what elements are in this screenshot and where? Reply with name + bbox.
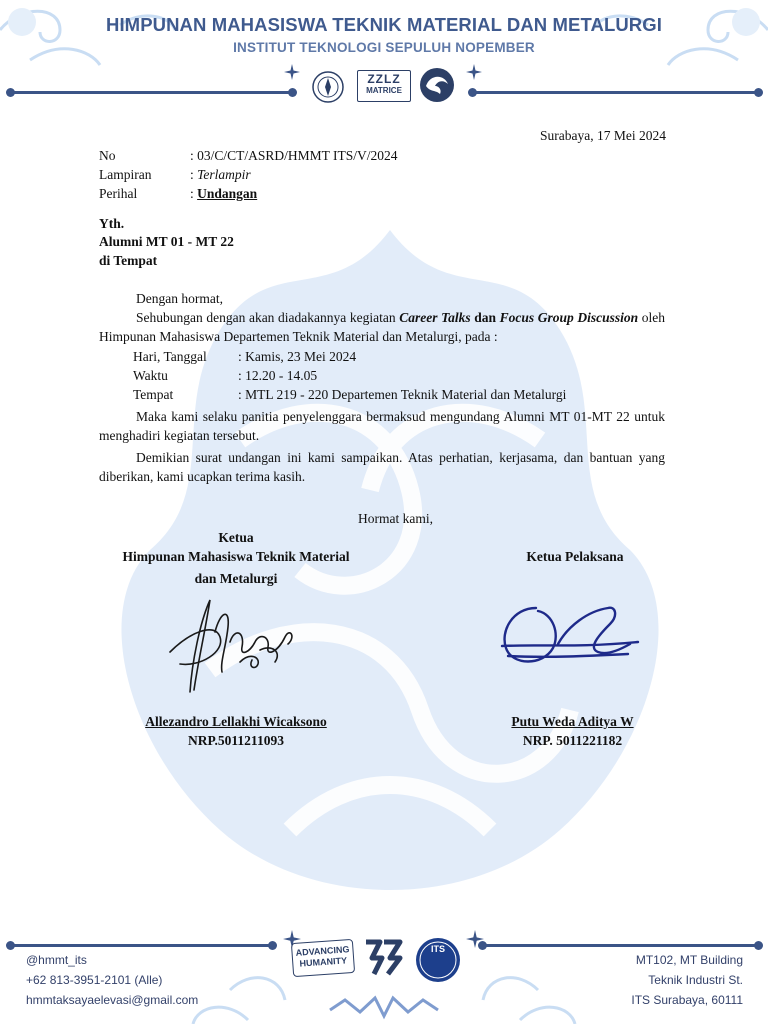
header-line-left — [10, 91, 292, 94]
p1-career-talks: Career Talks — [399, 310, 471, 325]
closing: Hormat kami, — [358, 511, 433, 526]
institution-name: INSTITUT TEKNOLOGI SEPULUH NOPEMBER — [233, 40, 535, 55]
detail-label-date: Hari, Tanggal — [133, 349, 207, 364]
footer-line-dot-right — [754, 941, 763, 950]
p1-part-a: Sehubungan dengan akan diadakannya kegiatan — [136, 310, 400, 325]
meta-label-no: No — [99, 148, 116, 163]
footer-address-1: MT102, MT Building — [635, 953, 743, 967]
header-line-dot-right-start — [468, 88, 477, 97]
meta-value-perihal — [190, 184, 257, 203]
salutation: Dengan hormat, — [136, 291, 223, 306]
recipient-name: Alumni MT 01 - MT 22 — [99, 234, 234, 249]
footer-address-2: Teknik Industri St. — [648, 973, 743, 987]
signer-left-org-2: dan Metalurgi — [194, 571, 278, 586]
meta-lampiran-text: Terlampir — [197, 167, 251, 182]
advancing-humanity-text: ADVANCING HUMANITY — [295, 944, 350, 969]
matrice-logo-bottom: MATRICE — [366, 86, 402, 95]
place-date: Surabaya, 17 Mei 2024 — [540, 128, 666, 143]
meta-sep: : — [190, 167, 198, 182]
matrice-logo — [357, 70, 411, 102]
p1-fgd: Focus Group Discussion — [499, 310, 639, 325]
signer-right-role: Ketua Pelaksana — [526, 549, 624, 564]
header-line-right — [472, 91, 758, 94]
footer-address-3: ITS Surabaya, 60111 — [631, 993, 743, 1007]
meta-sep: : — [190, 186, 198, 201]
signer-left-name: Allezandro Lellakhi Wicaksono — [145, 714, 327, 729]
advancing-humanity-logo — [291, 939, 355, 977]
meta-value-no: : 03/C/CT/ASRD/HMMT ITS/V/2024 — [190, 148, 398, 163]
paragraph-3: Demikian surat undangan ini kami sampaikan. Atas perhatian, kerjasama, dan bantuan yang diberikan, kami ucapkan terima kasih. — [99, 450, 665, 484]
footer-line-right — [482, 944, 758, 947]
paragraph-2: Maka kami selaku panitia penyelenggara bermaksud mengundang Alumni MT 01-MT 22 untuk menghadiri kegiatan tersebut. — [99, 409, 665, 443]
footer-instagram: @hmmt_its — [26, 953, 87, 967]
paragraph-1 — [99, 308, 665, 346]
signer-right-name: Putu Weda Aditya W — [511, 714, 634, 729]
sparkle-icon — [466, 930, 484, 948]
signature-right — [498, 596, 643, 671]
meta-label-lampiran: Lampiran — [99, 167, 152, 182]
meta-value-lampiran — [190, 165, 251, 184]
matrice-logo-top: ZZLZ — [367, 72, 401, 86]
p1-dan: dan — [470, 310, 500, 325]
sixty-three-logo — [360, 938, 406, 978]
footer-phone: +62 813-3951-2101 (Alle) — [26, 973, 163, 987]
detail-label-place: Tempat — [133, 387, 174, 402]
header-line-dot-left-end — [288, 88, 297, 97]
sparkle-icon — [466, 64, 482, 80]
lion-logo — [418, 66, 456, 104]
footer-line-dot-left — [6, 941, 15, 950]
signer-left-nrp: NRP.5011211093 — [188, 733, 284, 748]
org-name: HIMPUNAN MAHASISWA TEKNIK MATERIAL DAN METALURGI — [105, 14, 662, 35]
footer-line-dot-left-end — [268, 941, 277, 950]
detail-value-time: : 12.20 - 14.05 — [238, 368, 318, 383]
footer-line-left — [10, 944, 272, 947]
signer-right-nrp: NRP. 5011221182 — [522, 733, 623, 748]
sparkle-icon — [284, 64, 300, 80]
signer-left-role: Ketua — [218, 530, 254, 545]
meta-label-perihal: Perihal — [99, 186, 138, 201]
meta-perihal-text: Undangan — [197, 186, 258, 201]
footer-email: hmmtaksayaelevasi@gmail.com — [26, 993, 199, 1007]
its-logo-text: ITS — [430, 944, 445, 954]
p1-part-e: oleh Himpunan Mahasiswa Departemen Teknik Material dan Metalurgi, pada : — [99, 310, 665, 344]
header-line-dot-right — [754, 88, 763, 97]
detail-label-time: Waktu — [133, 368, 168, 383]
signature-left — [160, 592, 300, 697]
signer-left-org: Himpunan Mahasiswa Teknik Material — [122, 549, 350, 564]
detail-value-date: : Kamis, 23 Mei 2024 — [238, 349, 357, 364]
recipient-place: di Tempat — [99, 253, 158, 268]
detail-value-place: : MTL 219 - 220 Departemen Teknik Material dan Metalurgi — [238, 387, 567, 402]
recipient-yth: Yth. — [99, 216, 125, 231]
its-seal-logo — [311, 70, 345, 104]
